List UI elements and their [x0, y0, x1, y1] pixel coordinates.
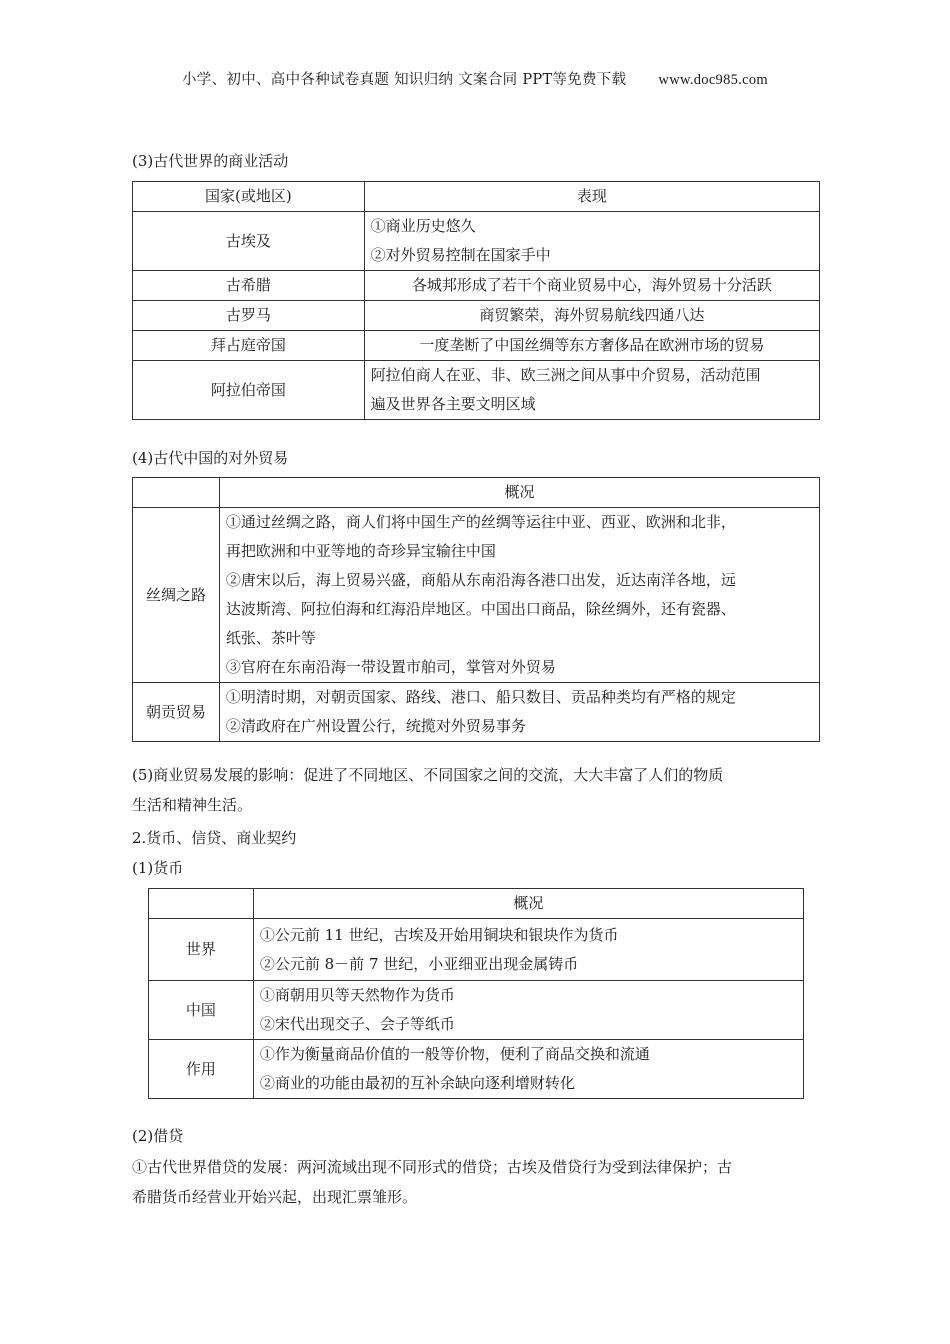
row-content [219, 508, 819, 683]
section-2-title: 2.货币、信贷、商业契约 [132, 829, 297, 847]
row-name: 古埃及 [133, 212, 365, 271]
section-4-title: (4)古代中国的对外贸易 [132, 449, 289, 467]
table-china-trade [132, 477, 820, 742]
header-site: www.doc985.com [658, 72, 768, 88]
content-line: ②公元前 8－前 7 世纪，小亚细亚出现金属铸币 [259, 954, 579, 973]
section-5-paragraph [132, 760, 820, 820]
paragraph-line: ①古代世界借贷的发展：两河流域出现不同形式的借贷；古埃及借贷行为受到法律保护；古 [132, 1158, 733, 1176]
table-row [133, 301, 820, 331]
table-row [133, 331, 820, 361]
row-name: 古希腊 [133, 271, 365, 301]
table-header-row [133, 478, 820, 508]
content-line: ③官府在东南沿海一带设置市舶司，掌管对外贸易 [225, 658, 556, 676]
table-row [133, 271, 820, 301]
column-header: 国家(或地区) [133, 182, 365, 212]
section-3-title: (3)古代世界的商业活动 [132, 152, 289, 170]
table-row [149, 1040, 804, 1099]
content-line: 阿拉伯商人在亚、非、欧三洲之间从事中介贸易，活动范围 [370, 366, 761, 384]
row-content [364, 361, 819, 420]
row-content [219, 683, 819, 742]
row-content [253, 919, 803, 981]
row-name: 阿拉伯帝国 [133, 361, 365, 420]
loan-paragraph [132, 1152, 820, 1212]
column-header-empty [133, 478, 220, 508]
paragraph-line: 希腊货币经营业开始兴起，出现汇票雏形。 [132, 1188, 418, 1206]
content-line: ①商朝用贝等天然物作为货币 [259, 986, 455, 1004]
row-name: 中国 [149, 981, 254, 1040]
table-currency [148, 888, 804, 1099]
table-row [133, 212, 820, 271]
content-line: ②对外贸易控制在国家手中 [370, 246, 551, 264]
loan-subtitle: (2)借贷 [132, 1127, 184, 1145]
row-content: 商贸繁荣，海外贸易航线四通八达 [364, 301, 819, 331]
table-row [149, 919, 804, 981]
row-name: 丝绸之路 [133, 508, 220, 683]
content-line: 遍及世界各主要文明区域 [370, 395, 536, 413]
row-content [253, 981, 803, 1040]
column-header: 表现 [364, 182, 819, 212]
row-name: 作用 [149, 1040, 254, 1099]
column-header: 概况 [219, 478, 819, 508]
content-line: ①作为衡量商品价值的一般等价物，便利了商品交换和流通 [259, 1045, 650, 1063]
table-world-commerce [132, 181, 820, 420]
row-name: 世界 [149, 919, 254, 981]
content-line: ①公元前 11 世纪，古埃及开始用铜块和银块作为货币 [259, 925, 619, 944]
table-header-row [133, 182, 820, 212]
content-line: ①商业历史悠久 [370, 217, 476, 235]
row-name: 拜占庭帝国 [133, 331, 365, 361]
row-name: 朝贡贸易 [133, 683, 220, 742]
column-header: 概况 [253, 889, 803, 919]
table-row [133, 361, 820, 420]
table-row [149, 981, 804, 1040]
content-line: 再把欧洲和中亚等地的奇珍异宝输往中国 [225, 542, 496, 560]
row-content [253, 1040, 803, 1099]
row-content [364, 212, 819, 271]
content-line: ①明清时期，对朝贡国家、路线、港口、船只数目、贡品种类均有严格的规定 [225, 688, 736, 706]
table-header-row [149, 889, 804, 919]
page-header [0, 68, 950, 89]
table-row [133, 508, 820, 683]
row-content: 一度垄断了中国丝绸等东方奢侈品在欧洲市场的贸易 [364, 331, 819, 361]
paragraph-line: 生活和精神生活。 [132, 796, 253, 814]
currency-subtitle: (1)货币 [132, 859, 184, 877]
paragraph-line: (5)商业贸易发展的影响：促进了不同地区、不同国家之间的交流，大大丰富了人们的物质 [132, 766, 724, 784]
table-row [133, 683, 820, 742]
header-text: 小学、初中、高中各种试卷真题 知识归纳 文案合同 PPT等免费下载 [182, 72, 627, 88]
content-line: ②商业的功能由最初的互补余缺向逐利增财转化 [259, 1074, 575, 1092]
row-content: 各城邦形成了若干个商业贸易中心，海外贸易十分活跃 [364, 271, 819, 301]
content-line: 达波斯湾、阿拉伯海和红海沿岸地区。中国出口商品，除丝绸外，还有瓷器、 [225, 600, 736, 618]
content-line: ①通过丝绸之路，商人们将中国生产的丝绸等运往中亚、西亚、欧洲和北非， [225, 513, 736, 531]
content-line: ②宋代出现交子、会子等纸币 [259, 1015, 455, 1033]
content-line: ②唐宋以后，海上贸易兴盛，商船从东南沿海各港口出发，近达南洋各地，远 [225, 571, 736, 589]
row-name: 古罗马 [133, 301, 365, 331]
content-line: ②清政府在广州设置公行，统揽对外贸易事务 [225, 717, 526, 735]
content-line: 纸张、茶叶等 [225, 629, 316, 647]
column-header-empty [149, 889, 254, 919]
